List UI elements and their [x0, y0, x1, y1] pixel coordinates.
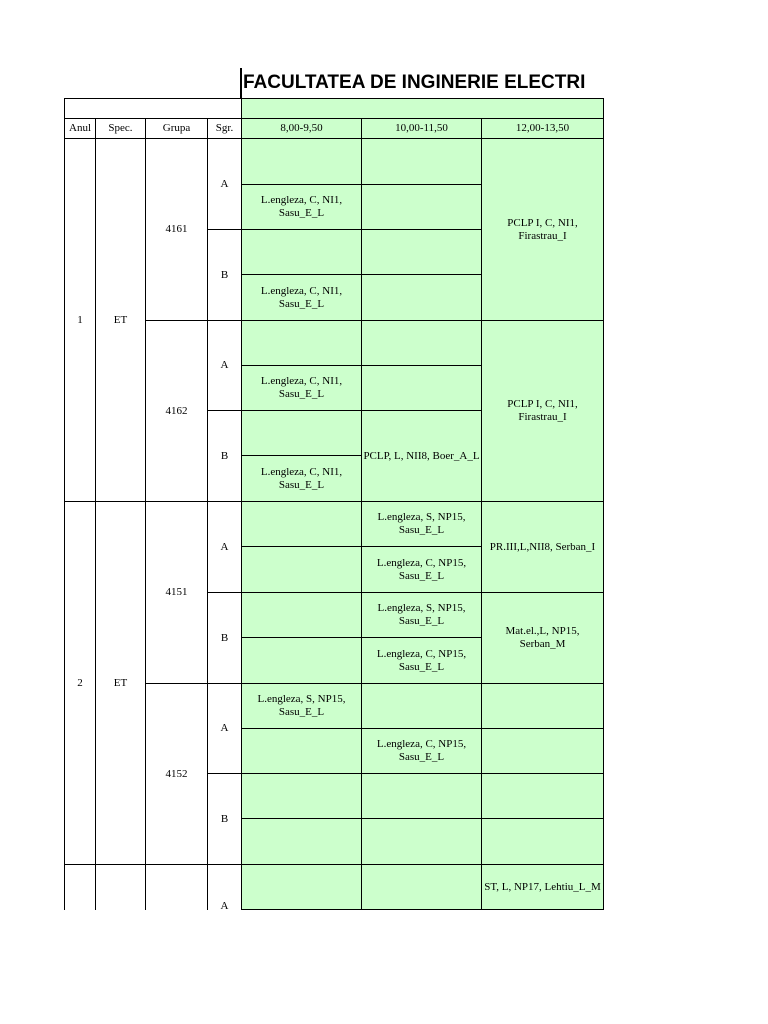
schedule-cell[interactable]	[242, 638, 362, 684]
schedule-cell[interactable]	[362, 865, 482, 910]
schedule-cell[interactable]	[362, 230, 482, 275]
year-cell[interactable]: 2	[64, 502, 96, 865]
spec-cell[interactable]: ET	[96, 139, 146, 502]
schedule-cell[interactable]: L.engleza, C, NI1, Sasu_E_L	[242, 456, 362, 502]
subgroup-cell[interactable]: A	[208, 502, 242, 593]
group-cell[interactable]: 4151	[146, 502, 208, 684]
schedule-cell[interactable]: PR.III,L,NII8, Serban_I	[482, 502, 604, 593]
schedule-cell[interactable]	[482, 729, 604, 774]
subgroup-cell[interactable]: A	[208, 865, 242, 910]
day-header-cell[interactable]	[242, 98, 604, 119]
schedule-cell[interactable]	[362, 321, 482, 366]
schedule-cell[interactable]: L.engleza, S, NP15, Sasu_E_L	[242, 684, 362, 729]
schedule-cell[interactable]	[362, 185, 482, 230]
schedule-cell[interactable]	[362, 366, 482, 411]
schedule-cell[interactable]: L.engleza, C, NI1, Sasu_E_L	[242, 185, 362, 230]
spec-cell[interactable]	[96, 865, 146, 910]
schedule-cell[interactable]	[482, 774, 604, 819]
schedule-cell[interactable]: L.engleza, C, NP15, Sasu_E_L	[362, 729, 482, 774]
schedule-cell[interactable]: L.engleza, C, NI1, Sasu_E_L	[242, 275, 362, 321]
schedule-cell[interactable]	[482, 684, 604, 729]
header-slot-3[interactable]: 12,00-13,50	[482, 119, 604, 139]
schedule-cell[interactable]: PCLP I, C, NI1, Firastrau_I	[482, 321, 604, 502]
subgroup-cell[interactable]: B	[208, 230, 242, 321]
schedule-cell[interactable]	[242, 321, 362, 366]
schedule-cell[interactable]: L.engleza, S, NP15, Sasu_E_L	[362, 593, 482, 638]
schedule-cell[interactable]	[242, 774, 362, 819]
schedule-cell[interactable]	[362, 139, 482, 185]
schedule-cell[interactable]	[242, 547, 362, 593]
schedule-cell[interactable]	[242, 729, 362, 774]
schedule-cell[interactable]: L.engleza, C, NP15, Sasu_E_L	[362, 638, 482, 684]
schedule-cell[interactable]: ST, L, NP17, Lehtiu_L_M	[482, 865, 604, 910]
blank-header-cell[interactable]	[64, 98, 242, 119]
schedule-cell[interactable]	[362, 774, 482, 819]
subgroup-cell[interactable]: B	[208, 593, 242, 684]
sheet-title: FACULTATEA DE INGINERIE ELECTRI	[243, 72, 586, 93]
group-cell[interactable]: 4161	[146, 139, 208, 321]
year-cell[interactable]	[64, 865, 96, 910]
schedule-cell[interactable]	[242, 865, 362, 910]
schedule-cell[interactable]	[482, 819, 604, 865]
header-sgr[interactable]: Sgr.	[208, 119, 242, 139]
header-spec[interactable]: Spec.	[96, 119, 146, 139]
title-separator	[240, 68, 242, 98]
header-slot-1[interactable]: 8,00-9,50	[242, 119, 362, 139]
schedule-cell[interactable]	[362, 819, 482, 865]
schedule-cell[interactable]	[242, 593, 362, 638]
schedule-cell[interactable]	[362, 684, 482, 729]
group-cell[interactable]: 4162	[146, 321, 208, 502]
header-slot-2[interactable]: 10,00-11,50	[362, 119, 482, 139]
group-cell[interactable]: 4152	[146, 684, 208, 865]
subgroup-cell[interactable]: A	[208, 139, 242, 230]
header-grupa[interactable]: Grupa	[146, 119, 208, 139]
schedule-cell[interactable]	[362, 275, 482, 321]
schedule-cell[interactable]: L.engleza, C, NI1, Sasu_E_L	[242, 366, 362, 411]
spec-cell[interactable]: ET	[96, 502, 146, 865]
schedule-cell[interactable]: L.engleza, S, NP15, Sasu_E_L	[362, 502, 482, 547]
subgroup-cell[interactable]: A	[208, 684, 242, 774]
header-anul[interactable]: Anul	[64, 119, 96, 139]
schedule-cell[interactable]	[242, 139, 362, 185]
group-cell[interactable]	[146, 865, 208, 910]
subgroup-cell[interactable]: B	[208, 774, 242, 865]
schedule-cell[interactable]	[242, 502, 362, 547]
year-cell[interactable]: 1	[64, 139, 96, 502]
schedule-cell[interactable]	[242, 819, 362, 865]
schedule-cell[interactable]: L.engleza, C, NP15, Sasu_E_L	[362, 547, 482, 593]
schedule-cell[interactable]	[242, 411, 362, 456]
schedule-cell[interactable]: PCLP I, C, NI1, Firastrau_I	[482, 139, 604, 321]
subgroup-cell[interactable]: A	[208, 321, 242, 411]
subgroup-cell[interactable]: B	[208, 411, 242, 502]
schedule-cell[interactable]: Mat.el.,L, NP15, Serban_M	[482, 593, 604, 684]
schedule-cell[interactable]: PCLP, L, NII8, Boer_A_L	[362, 411, 482, 502]
schedule-cell[interactable]	[242, 230, 362, 275]
